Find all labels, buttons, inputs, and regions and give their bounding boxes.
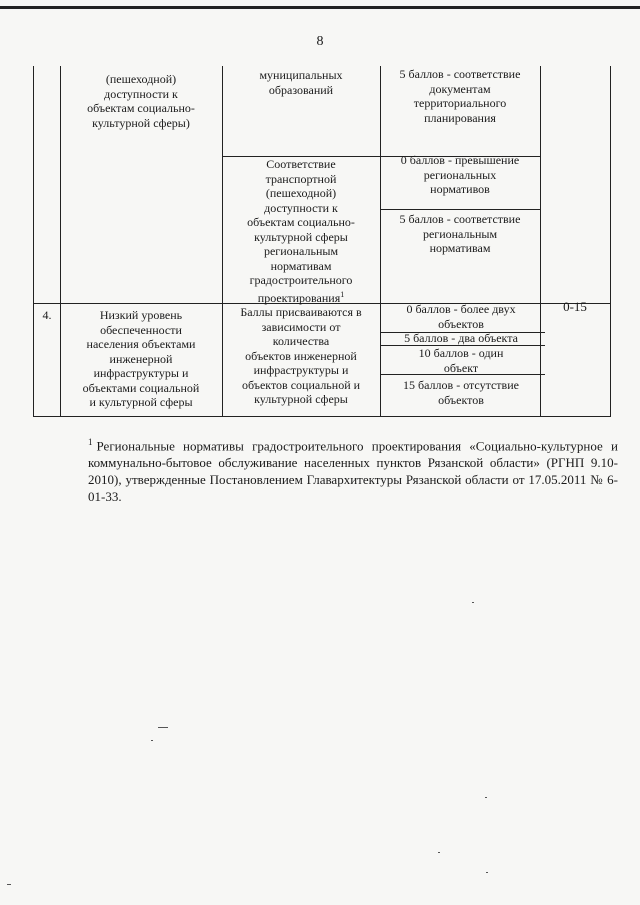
table-col-divider [222,66,223,416]
transport-compliance-cell [224,157,378,305]
page-number: 8 [316,34,324,49]
score-cell: 5 баллов - соответствие документам территориального планирования [399,67,521,125]
score-cell: 5 баллов - два объекта [404,331,518,345]
score-cell: 15 баллов - отсутствие объектов [403,378,519,407]
score-cell: 0 баллов - более двух объектов [406,302,516,331]
transport-compliance-text: Соответствие транспортной (пешеходной) доступности к объектам социально- культурной сферы региональным нормативам градостроительного проектирования [247,157,355,305]
table-col-divider [60,66,61,416]
score-cell: 0 баллов - превышение региональных нормативов [400,153,520,196]
table-border-right [610,66,611,416]
row-number: 4. [42,308,52,322]
footnote-mark: 1 [88,437,93,447]
method-cell: Баллы присваиваются в зависимости от количества объектов инженерной инфраструктуры и объектов социальной и культурной сферы [240,305,362,406]
scan-speck [158,727,168,728]
scan-speck [485,797,487,798]
scan-speck [438,852,440,853]
table-col-divider [540,66,541,416]
table-border-left [33,66,34,416]
scan-speck [472,602,474,603]
table-row-line [380,209,540,210]
footnote-ref: 1 [340,289,345,299]
continued-criterion-cell: (пешеходной) доступности к объектам социально- культурной сферы) [87,72,195,130]
scan-speck [486,872,488,873]
score-range-cell: 0-15 [563,299,587,314]
scan-speck [151,740,153,741]
scan-speck [7,884,11,885]
table-col-divider [380,66,381,416]
criterion-cell: Низкий уровень обеспеченности населения объектами инженерной инфраструктуры и объектами социальной и культурной сферы [82,308,200,409]
score-cell: 5 баллов - соответствие региональным нормативам [399,212,521,255]
top-edge-line [0,6,640,9]
footnote-text: Региональные нормативы градостроительного проектирования «Социально-культурное и коммунально-бытовое обслуживание населенных пунктов Рязанской области» (РГНП 9.10-2010), утвержденные Постановлением Главархитектуры Рязанской области от 17.05.2011 № 6-01-33. [88,438,618,505]
footnote [88,434,618,505]
table-bottom-line [33,416,611,417]
continued-method-cell: муниципальных образований [259,68,343,97]
score-cell: 10 баллов - один объект [418,346,504,375]
